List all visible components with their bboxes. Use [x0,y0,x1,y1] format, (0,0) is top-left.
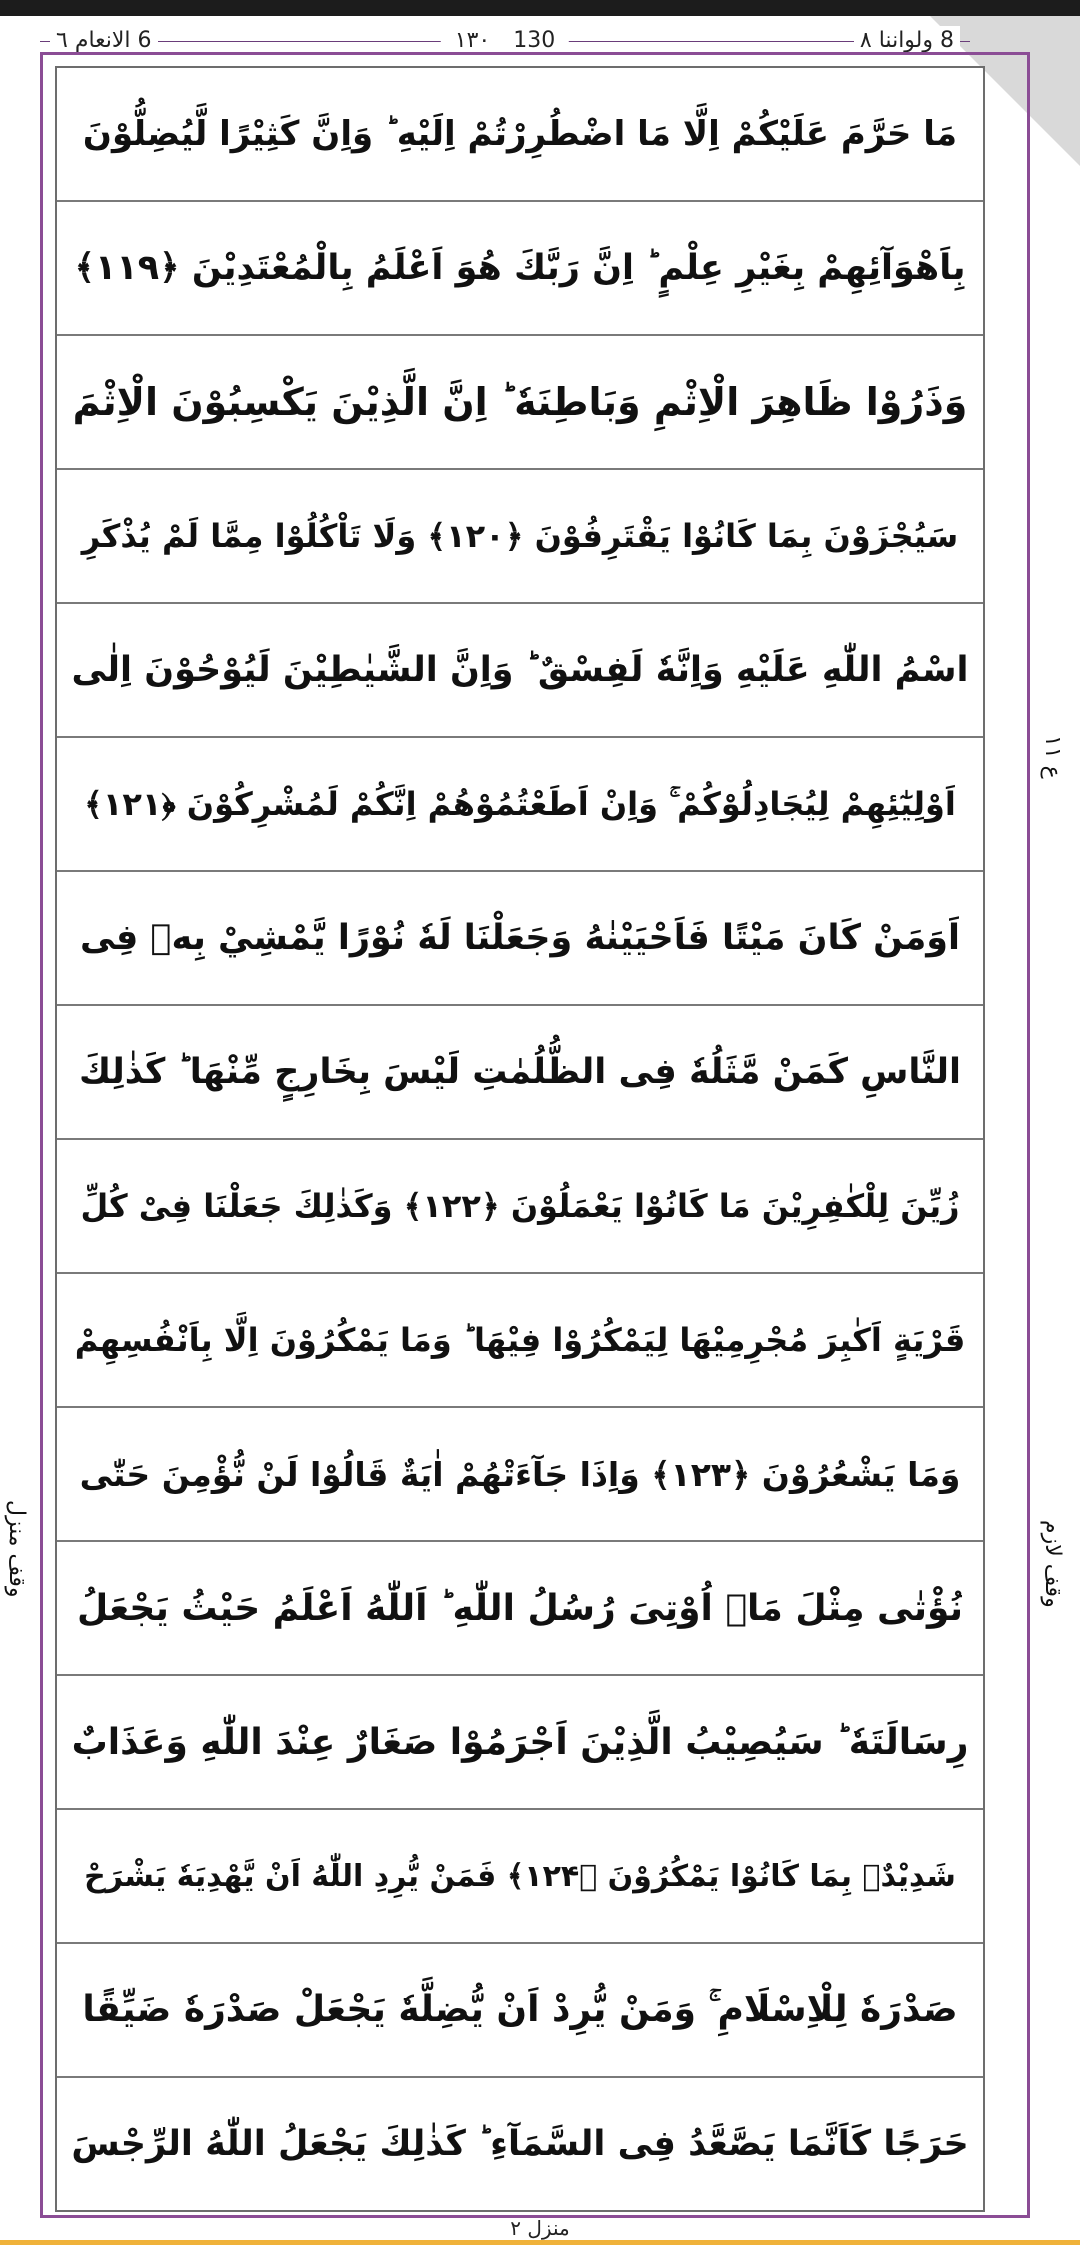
verse-line [57,872,983,1006]
verse-text: قَرْيَةٍ اَكٰبِرَ مُجْرِمِيْهَا لِيَمْكُرُوْا فِيْهَا ؕ وَمَا يَمْكُرُوْنَ اِلَّا بِاَنْفُسِهِمْ [74,1321,966,1359]
verse-line [57,738,983,872]
verse-text: زُيِّنَ لِلْكٰفِرِيْنَ مَا كَانُوْا يَعْمَلُوْنَ ﴿۱۲۲﴾ وَكَذٰلِكَ جَعَلْنَا فِىْ كُلِّ [80,1187,960,1225]
para-label: 8 ولواننا ٨ [854,26,960,56]
verse-text: اَوَمَنْ كَانَ مَيْتًا فَاَحْيَيْنٰهُ وَجَعَلْنَا لَهٗ نُوْرًا يَّمْشِيْ بِهٖ فِى [79,918,961,958]
verse-text: حَرَجًا كَاَنَّمَا يَصَّعَّدُ فِى السَّمَآءِ ؕ كَذٰلِكَ يَجْعَلُ اللّٰهُ الرِّجْسَ [71,2124,969,2164]
verse-text: مَا حَرَّمَ عَلَيْكُمْ اِلَّا مَا اضْطُرِرْتُمْ اِلَيْهِ ؕ وَاِنَّ كَثِيْرًا لَّيُضِلُّوْنَ [82,114,958,154]
verse-text: رِسَالَتَهٗ ؕ سَيُصِيْبُ الَّذِيْنَ اَجْرَمُوْا صَغَارٌ عِنْدَ اللّٰهِ وَعَذَابٌ [71,1721,969,1763]
verse-text: اسْمُ اللّٰهِ عَلَيْهِ وَاِنَّهٗ لَفِسْقٌ ؕ وَاِنَّ الشَّيٰطِيْنَ لَيُوْحُوْنَ اِلٰى [71,650,969,690]
verse-line [57,470,983,604]
verse-line [57,2078,983,2210]
verse-text: اَوْلِيٰٓئِهِمْ لِيُجَادِلُوْكُمْ ۚ وَاِنْ اَطَعْتُمُوْهُمْ اِنَّكُمْ لَمُشْرِكُوْنَ ﴿۱۲۱﴾ [84,784,956,823]
verse-box [55,66,985,2212]
verse-text: شَدِيْدٌۢ بِمَا كَانُوْا يَمْكُرُوْنَ ﴿۱۲۴﴾ فَمَنْ يُّرِدِ اللّٰهُ اَنْ يَّهْدِيَهٗ يَشْرَحْ [84,1858,956,1894]
verse-line [57,202,983,336]
verse-line [57,68,983,202]
verse-text: وَمَا يَشْعُرُوْنَ ﴿۱۲۳﴾ وَاِذَا جَآءَتْهُمْ اٰيَةٌ قَالُوْا لَنْ نُّؤْمِنَ حَتّٰى [79,1454,961,1494]
verse-line [57,1676,983,1810]
manzil-label: منزل ٢ [510,2216,570,2240]
verse-text: وَذَرُوْا ظَاهِرَ الْاِثْمِ وَبَاطِنَهٗ ؕ اِنَّ الَّذِيْنَ يَكْسِبُوْنَ الْاِثْمَ [72,380,968,424]
verse-text: صَدْرَهٗ لِلْاِسْلَامِ ۚ وَمَنْ يُّرِدْ اَنْ يُّضِلَّهٗ يَجْعَلْ صَدْرَهٗ ضَيِّقًا [82,1989,958,2030]
verse-line [57,1944,983,2078]
verse-text: النَّاسِ كَمَنْ مَّثَلُهٗ فِى الظُّلُمٰتِ لَيْسَ بِخَارِجٍ مِّنْهَا ؕ كَذٰلِكَ [79,1052,961,1092]
bottom-strip [0,2240,1080,2245]
page-number-latin: 130 [513,28,556,53]
verse-line [57,1006,983,1140]
ruku-mark: ع ١١ [1040,735,1065,779]
page-number-arabic: ١٣٠ [454,28,491,53]
margin-note-right: وقف لازم [1040,1520,1065,1608]
verse-text: نُؤْتٰى مِثْلَ مَاۤ اُوْتِىَ رُسُلُ اللّٰهِ ؕ اَللّٰهُ اَعْلَمُ حَيْثُ يَجْعَلُ [76,1587,964,1629]
verse-text: بِاَهْوَآئِهِمْ بِغَيْرِ عِلْمٍ ؕ اِنَّ رَبَّكَ هُوَ اَعْلَمُ بِالْمُعْتَدِيْنَ ﴿۱۱۹﴾ [74,248,966,288]
verse-line [57,1140,983,1274]
verse-line [57,1408,983,1542]
verse-line [57,1542,983,1676]
verse-line [57,1810,983,1944]
surah-label: 6 الانعام ٦ [50,26,158,56]
verse-text: سَيُجْزَوْنَ بِمَا كَانُوْا يَقْتَرِفُوْنَ ﴿۱۲۰﴾ وَلَا تَاْكُلُوْا مِمَّا لَمْ يُذْكَرِ [81,517,959,555]
verse-line [57,336,983,470]
verse-line [57,604,983,738]
verse-line [57,1274,983,1408]
margin-note-left: وقف منزل [4,1500,29,1598]
status-bar [0,0,1080,16]
